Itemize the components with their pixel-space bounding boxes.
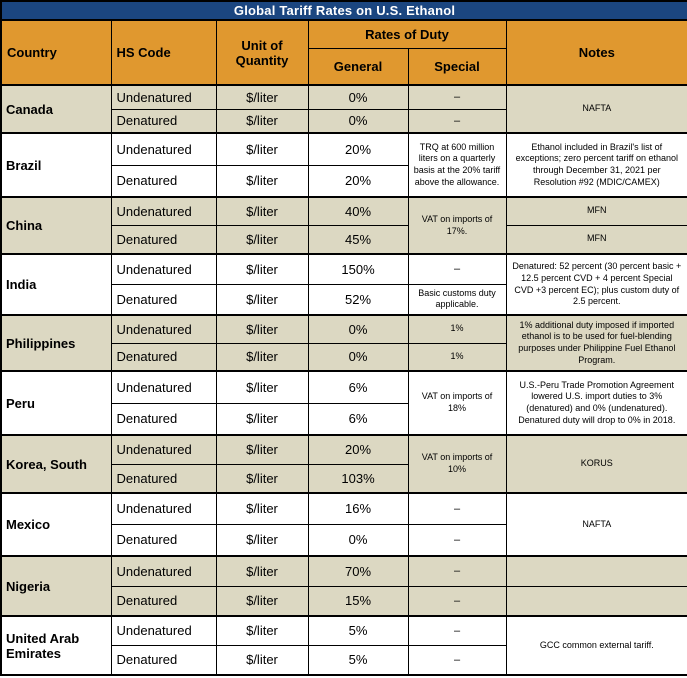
- general-rate-cell: 20%: [308, 435, 408, 464]
- hs-code-cell: Undenatured: [111, 197, 216, 225]
- hs-code-cell: Undenatured: [111, 85, 216, 109]
- table-title: Global Tariff Rates on U.S. Ethanol: [1, 1, 687, 20]
- col-header-hs-code: HS Code: [111, 20, 216, 85]
- table-row: [1, 315, 687, 343]
- hs-code-cell: Denatured: [111, 109, 216, 133]
- special-rate-cell: Basic customs duty applicable.: [408, 284, 506, 315]
- unit-cell: $/liter: [216, 524, 308, 556]
- notes-cell: U.S.-Peru Trade Promotion Agreement lowered U.S. import duties to 3% (denatured) and 0% (undenatured). Denatured duty will drop to 0% in 2018.: [506, 371, 687, 435]
- special-rate-cell: VAT on imports of 10%: [408, 435, 506, 493]
- general-rate-cell: 103%: [308, 464, 408, 493]
- header-row-1: [1, 20, 687, 48]
- unit-cell: $/liter: [216, 254, 308, 284]
- hs-code-cell: Undenatured: [111, 133, 216, 165]
- country-cell: Brazil: [1, 133, 111, 197]
- special-rate-cell: –: [408, 586, 506, 616]
- hs-code-cell: Denatured: [111, 284, 216, 315]
- unit-cell: $/liter: [216, 197, 308, 225]
- country-cell: India: [1, 254, 111, 315]
- general-rate-cell: 6%: [308, 403, 408, 435]
- table-row: [1, 371, 687, 403]
- general-rate-cell: 0%: [308, 85, 408, 109]
- table-row: [1, 435, 687, 464]
- table-row: [1, 133, 687, 165]
- table-row: [1, 493, 687, 524]
- hs-code-cell: Undenatured: [111, 254, 216, 284]
- country-cell: Philippines: [1, 315, 111, 371]
- unit-cell: $/liter: [216, 464, 308, 493]
- general-rate-cell: 0%: [308, 343, 408, 371]
- unit-cell: $/liter: [216, 225, 308, 254]
- country-cell: China: [1, 197, 111, 254]
- special-rate-cell: –: [408, 524, 506, 556]
- unit-cell: $/liter: [216, 493, 308, 524]
- special-rate-cell: –: [408, 254, 506, 284]
- notes-cell: MFN: [506, 197, 687, 225]
- col-header-unit-of-quantity: Unit of Quantity: [216, 20, 308, 85]
- general-rate-cell: 15%: [308, 586, 408, 616]
- special-rate-cell: –: [408, 556, 506, 586]
- special-rate-cell: TRQ at 600 million liters on a quarterly basis at the 20% tariff above the allowance.: [408, 133, 506, 197]
- country-cell: Mexico: [1, 493, 111, 556]
- notes-cell: Ethanol included in Brazil's list of exceptions; zero percent tariff on ethanol through December 31, 2021 per Resolution #92 (MDIC/CAMEX): [506, 133, 687, 197]
- country-cell: Peru: [1, 371, 111, 435]
- unit-cell: $/liter: [216, 435, 308, 464]
- general-rate-cell: 0%: [308, 315, 408, 343]
- col-header-notes: Notes: [506, 20, 687, 85]
- general-rate-cell: 150%: [308, 254, 408, 284]
- special-rate-cell: 1%: [408, 315, 506, 343]
- general-rate-cell: 40%: [308, 197, 408, 225]
- col-header-rates-of-duty: Rates of Duty: [308, 20, 506, 48]
- table-row: [1, 556, 687, 586]
- unit-cell: $/liter: [216, 165, 308, 197]
- notes-cell: NAFTA: [506, 85, 687, 133]
- unit-cell: $/liter: [216, 616, 308, 645]
- notes-cell: GCC common external tariff.: [506, 616, 687, 675]
- notes-cell: MFN: [506, 225, 687, 254]
- table-row: [1, 85, 687, 109]
- unit-cell: $/liter: [216, 133, 308, 165]
- unit-cell: $/liter: [216, 556, 308, 586]
- general-rate-cell: 6%: [308, 371, 408, 403]
- general-rate-cell: 20%: [308, 133, 408, 165]
- notes-cell: KORUS: [506, 435, 687, 493]
- hs-code-cell: Denatured: [111, 343, 216, 371]
- country-cell: Korea, South: [1, 435, 111, 493]
- hs-code-cell: Denatured: [111, 464, 216, 493]
- hs-code-cell: Undenatured: [111, 616, 216, 645]
- general-rate-cell: 5%: [308, 645, 408, 675]
- general-rate-cell: 0%: [308, 109, 408, 133]
- general-rate-cell: 20%: [308, 165, 408, 197]
- general-rate-cell: 5%: [308, 616, 408, 645]
- notes-cell: [506, 556, 687, 586]
- col-header-special: Special: [408, 48, 506, 85]
- notes-cell: Denatured: 52 percent (30 percent basic + 12.5 percent CVD + 4 percent Special CVD +3 percent EC); plus custom duty of 2.5 percent.: [506, 254, 687, 315]
- special-rate-cell: –: [408, 645, 506, 675]
- unit-cell: $/liter: [216, 403, 308, 435]
- col-header-country: Country: [1, 20, 111, 85]
- special-rate-cell: –: [408, 85, 506, 109]
- hs-code-cell: Denatured: [111, 165, 216, 197]
- notes-cell: 1% additional duty imposed if imported ethanol is to be used for fuel-blending purposes under Philippine Fuel Ethanol Program.: [506, 315, 687, 371]
- notes-cell: NAFTA: [506, 493, 687, 556]
- special-rate-cell: VAT on imports of 18%: [408, 371, 506, 435]
- table-row: [1, 616, 687, 645]
- hs-code-cell: Undenatured: [111, 493, 216, 524]
- general-rate-cell: 0%: [308, 524, 408, 556]
- unit-cell: $/liter: [216, 645, 308, 675]
- special-rate-cell: 1%: [408, 343, 506, 371]
- col-header-general: General: [308, 48, 408, 85]
- hs-code-cell: Denatured: [111, 586, 216, 616]
- special-rate-cell: –: [408, 493, 506, 524]
- hs-code-cell: Undenatured: [111, 435, 216, 464]
- hs-code-cell: Undenatured: [111, 315, 216, 343]
- general-rate-cell: 16%: [308, 493, 408, 524]
- hs-code-cell: Denatured: [111, 645, 216, 675]
- general-rate-cell: 45%: [308, 225, 408, 254]
- hs-code-cell: Denatured: [111, 403, 216, 435]
- hs-code-cell: Undenatured: [111, 556, 216, 586]
- special-rate-cell: VAT on imports of 17%.: [408, 197, 506, 254]
- country-cell: Canada: [1, 85, 111, 133]
- hs-code-cell: Denatured: [111, 524, 216, 556]
- unit-cell: $/liter: [216, 109, 308, 133]
- special-rate-cell: –: [408, 616, 506, 645]
- special-rate-cell: –: [408, 109, 506, 133]
- unit-cell: $/liter: [216, 371, 308, 403]
- country-cell: United Arab Emirates: [1, 616, 111, 675]
- unit-cell: $/liter: [216, 315, 308, 343]
- notes-cell: [506, 586, 687, 616]
- general-rate-cell: 70%: [308, 556, 408, 586]
- unit-cell: $/liter: [216, 85, 308, 109]
- hs-code-cell: Undenatured: [111, 371, 216, 403]
- title-row: [1, 1, 687, 20]
- table-row: [1, 197, 687, 225]
- hs-code-cell: Denatured: [111, 225, 216, 254]
- unit-cell: $/liter: [216, 343, 308, 371]
- unit-cell: $/liter: [216, 586, 308, 616]
- country-cell: Nigeria: [1, 556, 111, 616]
- table-row: [1, 254, 687, 284]
- unit-cell: $/liter: [216, 284, 308, 315]
- general-rate-cell: 52%: [308, 284, 408, 315]
